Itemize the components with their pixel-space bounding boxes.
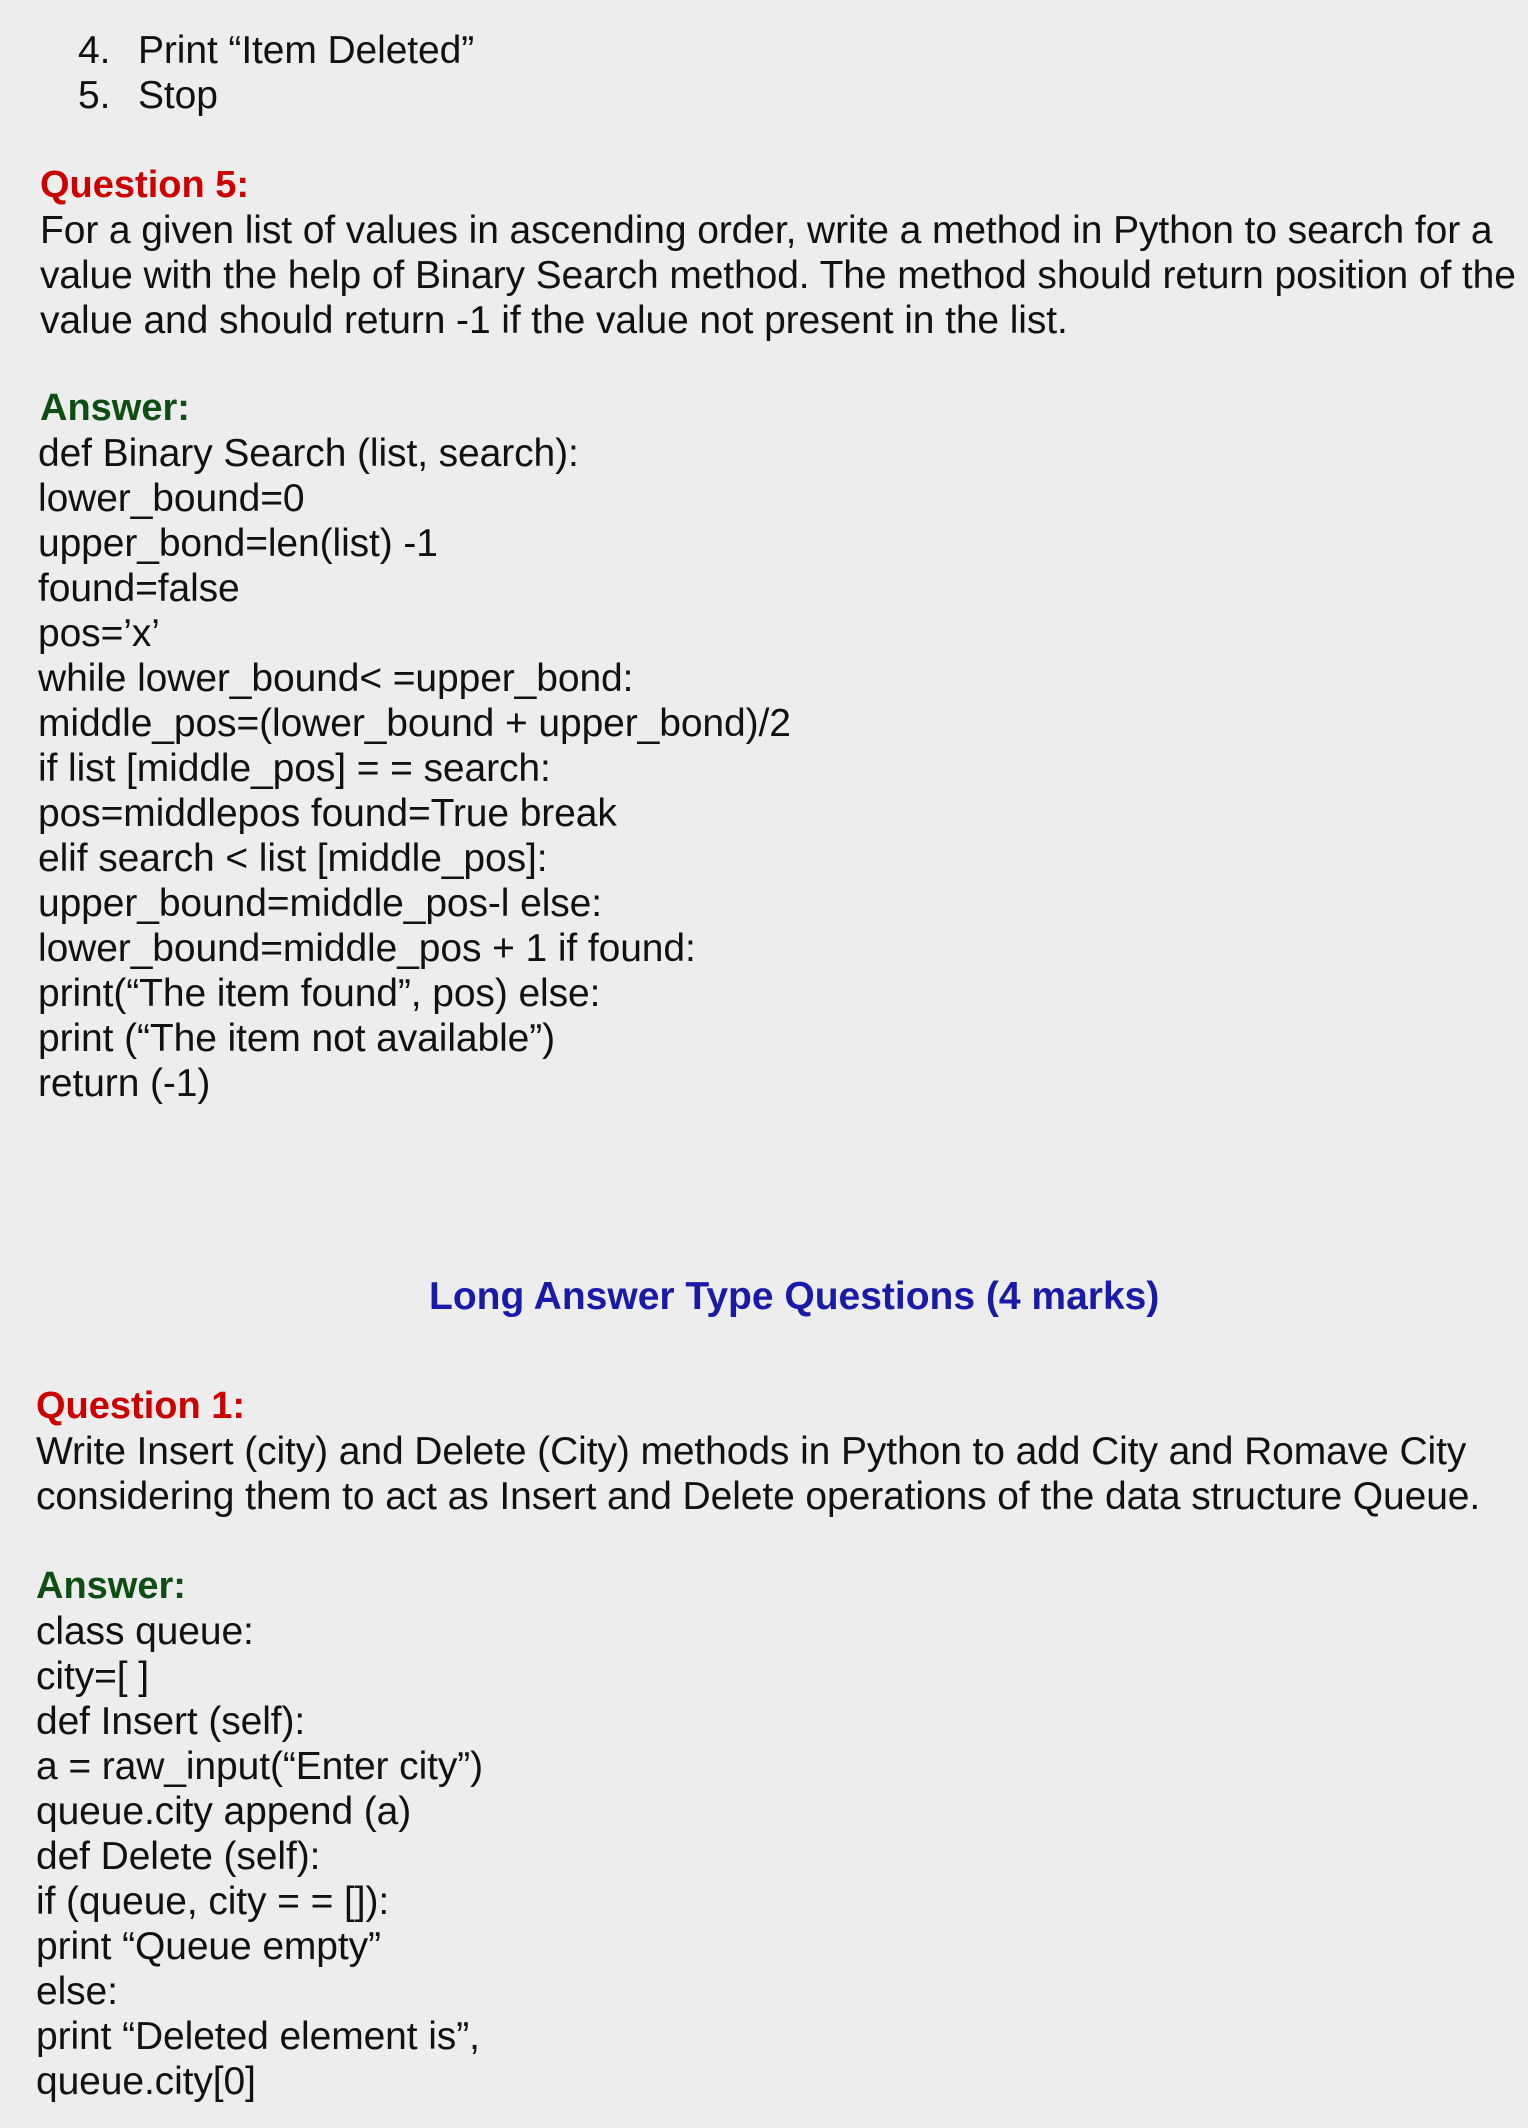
code-line: print “Queue empty”	[36, 1925, 381, 1968]
code-line: a = raw_input(“Enter city”)	[36, 1745, 484, 1788]
list-item	[78, 73, 218, 118]
code-line: if list [middle_pos] = = search:	[38, 747, 551, 790]
code-line: city=[ ]	[36, 1655, 149, 1698]
code-line: lower_bound=0	[38, 477, 305, 520]
question-text-line: Write Insert (city) and Delete (City) methods in Python to add City and Romave City	[36, 1430, 1467, 1473]
code-line: upper_bond=len(list) -1	[38, 522, 438, 565]
list-text: Stop	[138, 74, 218, 117]
answer-heading: Answer:	[40, 387, 190, 429]
question-heading: Question 5:	[40, 164, 250, 206]
code-line: return (-1)	[38, 1062, 211, 1105]
question-text-line: For a given list of values in ascending order, write a method in Python to search for a	[40, 209, 1493, 252]
code-line: lower_bound=middle_pos + 1 if found:	[38, 927, 696, 970]
list-text: Print “Item Deleted”	[138, 29, 475, 72]
question-text-line: value and should return -1 if the value not present in the list.	[40, 299, 1068, 342]
code-line: print(“The item found”, pos) else:	[38, 972, 601, 1015]
code-line: pos=’x’	[38, 612, 160, 655]
section-title: Long Answer Type Questions (4 marks)	[429, 1275, 1160, 1318]
code-line: class queue:	[36, 1610, 254, 1653]
question-text-line: value with the help of Binary Search method. The method should return position of the	[40, 254, 1516, 297]
code-line: queue.city append (a)	[36, 1790, 412, 1833]
code-line: def Insert (self):	[36, 1700, 306, 1743]
code-line: def Delete (self):	[36, 1835, 321, 1878]
code-line: pos=middlepos found=True break	[38, 792, 617, 835]
code-line: def Binary Search (list, search):	[38, 432, 579, 475]
list-item	[78, 28, 474, 73]
question-heading: Question 1:	[36, 1385, 246, 1427]
code-line: while lower_bound< =upper_bond:	[38, 657, 634, 700]
code-line: elif search < list [middle_pos]:	[38, 837, 548, 880]
answer-heading: Answer:	[36, 1565, 186, 1607]
code-line: print (“The item not available”)	[38, 1017, 555, 1060]
code-line: queue.city[0]	[36, 2060, 256, 2103]
code-line: if (queue, city = = []):	[36, 1880, 390, 1923]
code-line: upper_bound=middle_pos-l else:	[38, 882, 602, 925]
code-line: found=false	[38, 567, 240, 610]
list-number: 4.	[78, 29, 111, 72]
code-line: print “Deleted element is”,	[36, 2015, 480, 2058]
code-line: middle_pos=(lower_bound + upper_bond)/2	[38, 702, 791, 745]
list-number: 5.	[78, 74, 111, 117]
code-line: else:	[36, 1970, 118, 2013]
question-text-line: considering them to act as Insert and Delete operations of the data structure Queue.	[36, 1475, 1481, 1518]
